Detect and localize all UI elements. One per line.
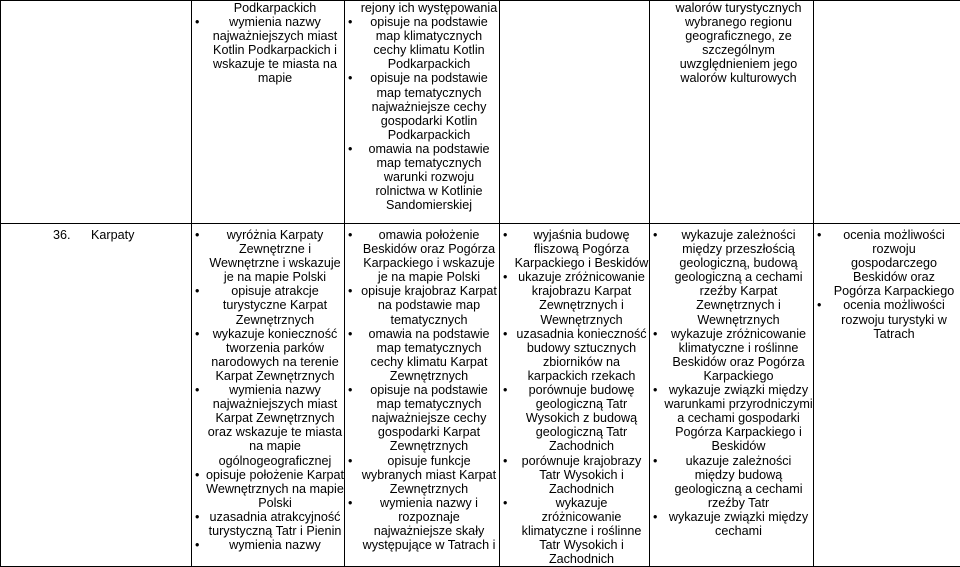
list-item: • wykazuje zależności między przeszłością geologiczną, budową geologiczną a cechami rzeźby Karpat Zewnętrznych i Wewnętrznych <box>650 228 813 327</box>
list-item: • omawia na podstawie map tematycznych warunki rozwoju rolnictwa w Kotlinie Sandomierskiej <box>345 142 499 212</box>
cell-top-col4 <box>500 1 650 224</box>
list-item: • uzasadnia atrakcyjność turystyczną Tatr i Pienin <box>192 510 344 538</box>
list-item: • opisuje na podstawie map klimatycznych cechy klimatu Kotlin Podkarpackich <box>345 15 499 71</box>
bullet-list <box>345 15 499 212</box>
table-row <box>1 224 960 567</box>
cell-col2 <box>192 224 345 567</box>
bullet-list <box>345 228 499 552</box>
lesson-number: 36. <box>53 228 71 242</box>
cell-top-col5 <box>650 1 814 224</box>
list-item: • opisuje na podstawie map tematycznych najważniejsze cechy gospodarki Karpat Zewnętrznych <box>345 383 499 453</box>
cell-top-number <box>1 1 192 224</box>
list-item: • wykazuje zróżnicowanie klimatyczne i roślinne Tatr Wysokich i Zachodnich <box>500 496 649 566</box>
list-item: • opisuje krajobraz Karpat na podstawie map tematycznych <box>345 284 499 326</box>
cell-col6 <box>814 224 960 567</box>
list-item: • omawia na podstawie map tematycznych cechy klimatu Karpat Zewnętrznych <box>345 327 499 383</box>
bullet-list <box>192 15 344 85</box>
bullet-list <box>500 228 649 566</box>
cell-col3 <box>345 224 500 567</box>
list-item: • wymienia nazwy <box>192 538 344 552</box>
cell-top-col6 <box>814 1 960 224</box>
list-item: • wykazuje związki między warunkami przyrodniczymi a cechami gospodarki Pogórza Karpackiego i Beskidów <box>650 383 813 453</box>
bullet-list <box>192 228 344 552</box>
list-item: • wyjaśnia budowę fliszową Pogórza Karpackiego i Beskidów <box>500 228 649 270</box>
list-item: • opisuje położenie Karpat Wewnętrznych na mapie Polski <box>192 468 344 510</box>
list-item: • opisuje funkcje wybranych miast Karpat Zewnętrznych <box>345 454 499 496</box>
cell-lead-text: walorów turystycznych wybranego regionu geograficznego, ze szczególnym uwzględnieniem jego walorów kulturowych <box>650 1 813 86</box>
list-item: • wymienia nazwy najważniejszych miast Karpat Zewnętrznych oraz wskazuje te miasta na mapie ogólnogeograficznej <box>192 383 344 468</box>
list-item: • opisuje atrakcje turystyczne Karpat Zewnętrznych <box>192 284 344 326</box>
list-item: • wykazuje konieczność tworzenia parków narodowych na terenie Karpat Zewnętrznych <box>192 327 344 383</box>
list-item: • porównuje krajobrazy Tatr Wysokich i Zachodnich <box>500 454 649 496</box>
list-item: • uzasadnia konieczność budowy sztucznych zbiorników na karpackich rzekach <box>500 327 649 383</box>
cell-lead-text: rejony ich występowania <box>345 1 499 15</box>
table-row <box>1 1 960 224</box>
bullet-list <box>650 228 813 538</box>
list-item: • ocenia możliwości rozwoju turystyki w Tatrach <box>814 298 960 340</box>
list-item: • porównuje budowę geologiczną Tatr Wysokich z budową geologiczną Tatr Zachodnich <box>500 383 649 453</box>
cell-top-col3 <box>345 1 500 224</box>
bullet-list <box>814 228 960 341</box>
list-item: • wyróżnia Karpaty Zewnętrzne i Wewnętrzne i wskazuje je na mapie Polski <box>192 228 344 284</box>
lesson-topic: Karpaty <box>91 228 134 242</box>
list-item: • wymienia nazwy i rozpoznaje najważniejsze skały występujące w Tatrach i <box>345 496 499 552</box>
list-item: • ocenia możliwości rozwoju gospodarczego Beskidów oraz Pogórza Karpackiego <box>814 228 960 298</box>
cell-col4 <box>500 224 650 567</box>
list-item: • opisuje na podstawie map tematycznych najważniejsze cechy gospodarki Kotlin Podkarpackich <box>345 71 499 141</box>
cell-lesson <box>1 224 192 567</box>
list-item: • wykazuje związki między cechami <box>650 510 813 538</box>
list-item: • omawia położenie Beskidów oraz Pogórza Karpackiego i wskazuje je na mapie Polski <box>345 228 499 284</box>
list-item: • ukazuje zróżnicowanie krajobrazu Karpat Zewnętrznych i Wewnętrznych <box>500 270 649 326</box>
list-item: • wymienia nazwy najważniejszych miast Kotlin Podkarpackich i wskazuje te miasta na mapie <box>192 15 344 85</box>
list-item: • wykazuje zróżnicowanie klimatyczne i roślinne Beskidów oraz Pogórza Karpackiego <box>650 327 813 383</box>
list-item: • ukazuje zależności między budową geologiczną a cechami rzeźby Tatr <box>650 454 813 510</box>
cell-col5 <box>650 224 814 567</box>
cell-top-col2 <box>192 1 345 224</box>
cell-lead-text: Podkarpackich <box>192 1 344 15</box>
